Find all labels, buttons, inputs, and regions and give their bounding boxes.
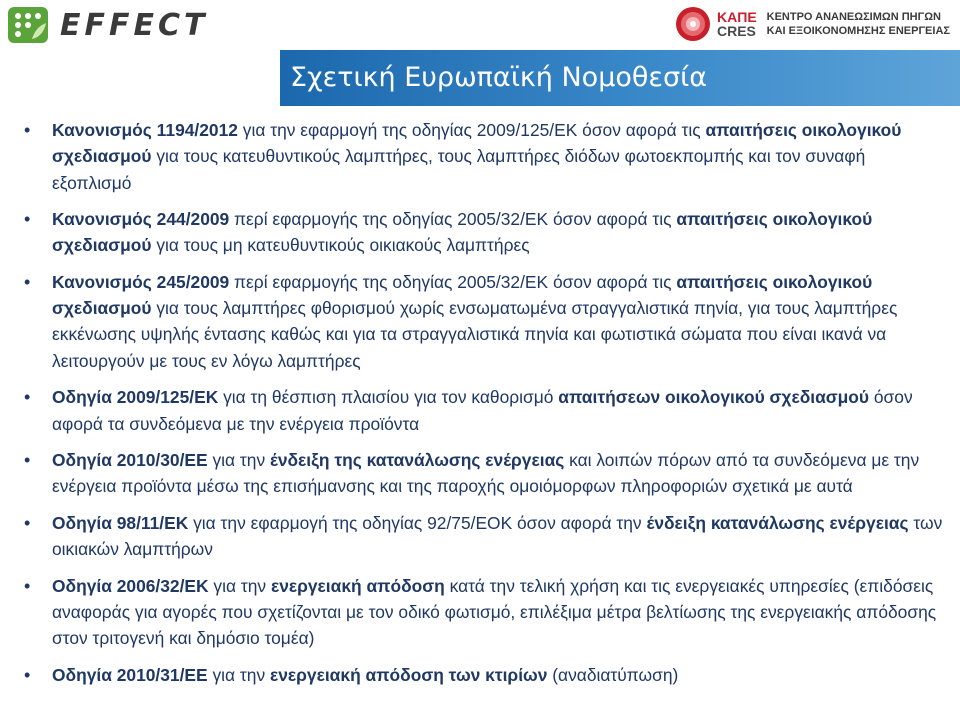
text: για την bbox=[207, 664, 270, 685]
text: για την bbox=[208, 575, 271, 596]
text: κατά την τελική χρήση και τις ενεργειακές υπηρεσίες (επιδόσεις αναφοράς για αγορές που σχετίζονται με τον οδικό φωτισμό, επιλέξιμα μέτρα βελτίωσης της ενεργειακής απόδοσης στον τριτογενή και δημόσιο τομέα) bbox=[52, 575, 937, 649]
list-item bbox=[24, 510, 944, 563]
text: για την bbox=[207, 450, 270, 471]
bold-text: ενεργειακή απόδοση των κτιρίων bbox=[269, 664, 548, 685]
bold-text: ένδειξη της κατανάλωσης ενέργειας bbox=[269, 450, 565, 471]
bullet-icon: • bbox=[24, 664, 31, 685]
bold-text: απαιτήσεις οικολογικού σχεδιασμού bbox=[52, 271, 873, 319]
bullet-icon: • bbox=[24, 387, 31, 408]
list-item bbox=[24, 384, 944, 437]
text: για τους λαμπτήρες φθορισμού χωρίς ενσωματωμένα στραγγαλιστικά πηνία, για τους λαμπτήρες εκκένωσης υψηλής έντασης καθώς και για τα στραγγαλιστικά πηνία και φωτιστικά σώματα που είναι ικανά να λειτουργούν με τους εν λόγω λαμπτήρες bbox=[52, 298, 898, 371]
bold-text: Οδηγία 2006/32/ΕΚ bbox=[52, 575, 209, 596]
bold-text: απαιτήσεις οικολογικού σχεδιασμού bbox=[52, 120, 902, 167]
bold-text: απαιτήσεις οικολογικού σχεδιασμού bbox=[52, 209, 873, 256]
bullet-icon: • bbox=[24, 209, 31, 230]
text: για την εφαρμογή της οδηγίας 2009/125/ΕΚ όσον αφορά τις bbox=[237, 120, 706, 140]
list-item bbox=[24, 206, 944, 259]
bullet-icon: • bbox=[24, 575, 31, 596]
legislation-list bbox=[24, 117, 944, 698]
text: για τη θέσπιση πλαισίου για τον καθορισμό bbox=[218, 387, 559, 408]
text: όσον αφορά τα συνδεόμενα με την ενέργεια προϊόντα bbox=[52, 387, 913, 434]
list-item bbox=[24, 117, 944, 196]
leaf-grid-icon bbox=[6, 5, 50, 45]
text: (αναδιατύπωση) bbox=[547, 664, 679, 685]
bold-text: Κανονισμός 245/2009 bbox=[52, 271, 230, 292]
bullet-icon: • bbox=[24, 271, 31, 292]
kape-full-line1: ΚΕΝΤΡΟ ΑΝΑΝΕΩΣΙΜΩΝ ΠΗΓΩΝ bbox=[766, 11, 941, 23]
list-item bbox=[24, 662, 944, 688]
bold-text: Οδηγία 2010/30/ΕΕ bbox=[52, 450, 208, 471]
kape-abbr bbox=[717, 10, 757, 38]
kape-abbr-gr: ΚΑΠΕ bbox=[716, 9, 757, 25]
bold-text: Οδηγία 2009/125/ΕΚ bbox=[52, 387, 219, 408]
text: για τους κατευθυντικούς λαμπτήρες, τους λαμπτήρες διόδων φωτοεκπομπής και τον συναφή εξοπλισμό bbox=[52, 146, 866, 193]
list-item bbox=[24, 447, 944, 500]
bold-text: ενεργειακή απόδοση bbox=[270, 575, 445, 596]
bold-text: Οδηγία 98/11/ΕΚ bbox=[52, 512, 189, 533]
bold-text: Κανονισμός 244/2009 bbox=[52, 209, 230, 230]
bold-text: Κανονισμός 1194/2012 bbox=[52, 120, 238, 140]
title-bar bbox=[280, 50, 960, 106]
kape-emblem-icon bbox=[675, 6, 711, 42]
kape-abbr-en: CRES bbox=[716, 23, 756, 39]
list-item bbox=[24, 573, 944, 652]
text: των οικιακών λαμπτήρων bbox=[52, 512, 943, 560]
page-title: Σχετική Ευρωπαϊκή Νομοθεσία bbox=[290, 62, 708, 93]
bold-text: Οδηγία 2010/31/ΕΕ bbox=[52, 664, 208, 685]
text: και λοιπών πόρων από τα συνδεόμενα με την ενέργεια προϊόντα μέσω της επισήμανσης και της παροχής ομοιόμορφων πληροφοριών σχετικά με αυτά bbox=[52, 450, 920, 497]
bullet-icon: • bbox=[24, 450, 31, 471]
effect-logo-text: EFFECT bbox=[60, 7, 209, 43]
text: για τους μη κατευθυντικούς οικιακούς λαμπτήρες bbox=[151, 235, 530, 256]
text: περί εφαρμογής της οδηγίας 2005/32/ΕΚ όσον αφορά τις bbox=[229, 209, 677, 230]
kape-full-line2: ΚΑΙ ΕΞΟΙΚΟΝΟΜΗΣΗΣ ΕΝΕΡΓΕΙΑΣ bbox=[766, 25, 950, 37]
bold-text: απαιτήσεων οικολογικού σχεδιασμού bbox=[558, 387, 870, 408]
bullet-icon: • bbox=[24, 120, 31, 140]
list-item bbox=[24, 269, 944, 374]
kape-full-name bbox=[767, 10, 950, 38]
text: για την εφαρμογή της οδηγίας 92/75/ΕΟΚ όσον αφορά την bbox=[188, 512, 647, 533]
bold-text: ένδειξη κατανάλωσης ενέργειας bbox=[646, 512, 909, 533]
kape-cres-logo bbox=[675, 6, 950, 42]
effect-logo bbox=[6, 4, 208, 46]
text: περί εφαρμογής της οδηγίας 2005/32/ΕΚ όσον αφορά τις bbox=[229, 271, 677, 292]
bullet-icon: • bbox=[24, 512, 31, 533]
